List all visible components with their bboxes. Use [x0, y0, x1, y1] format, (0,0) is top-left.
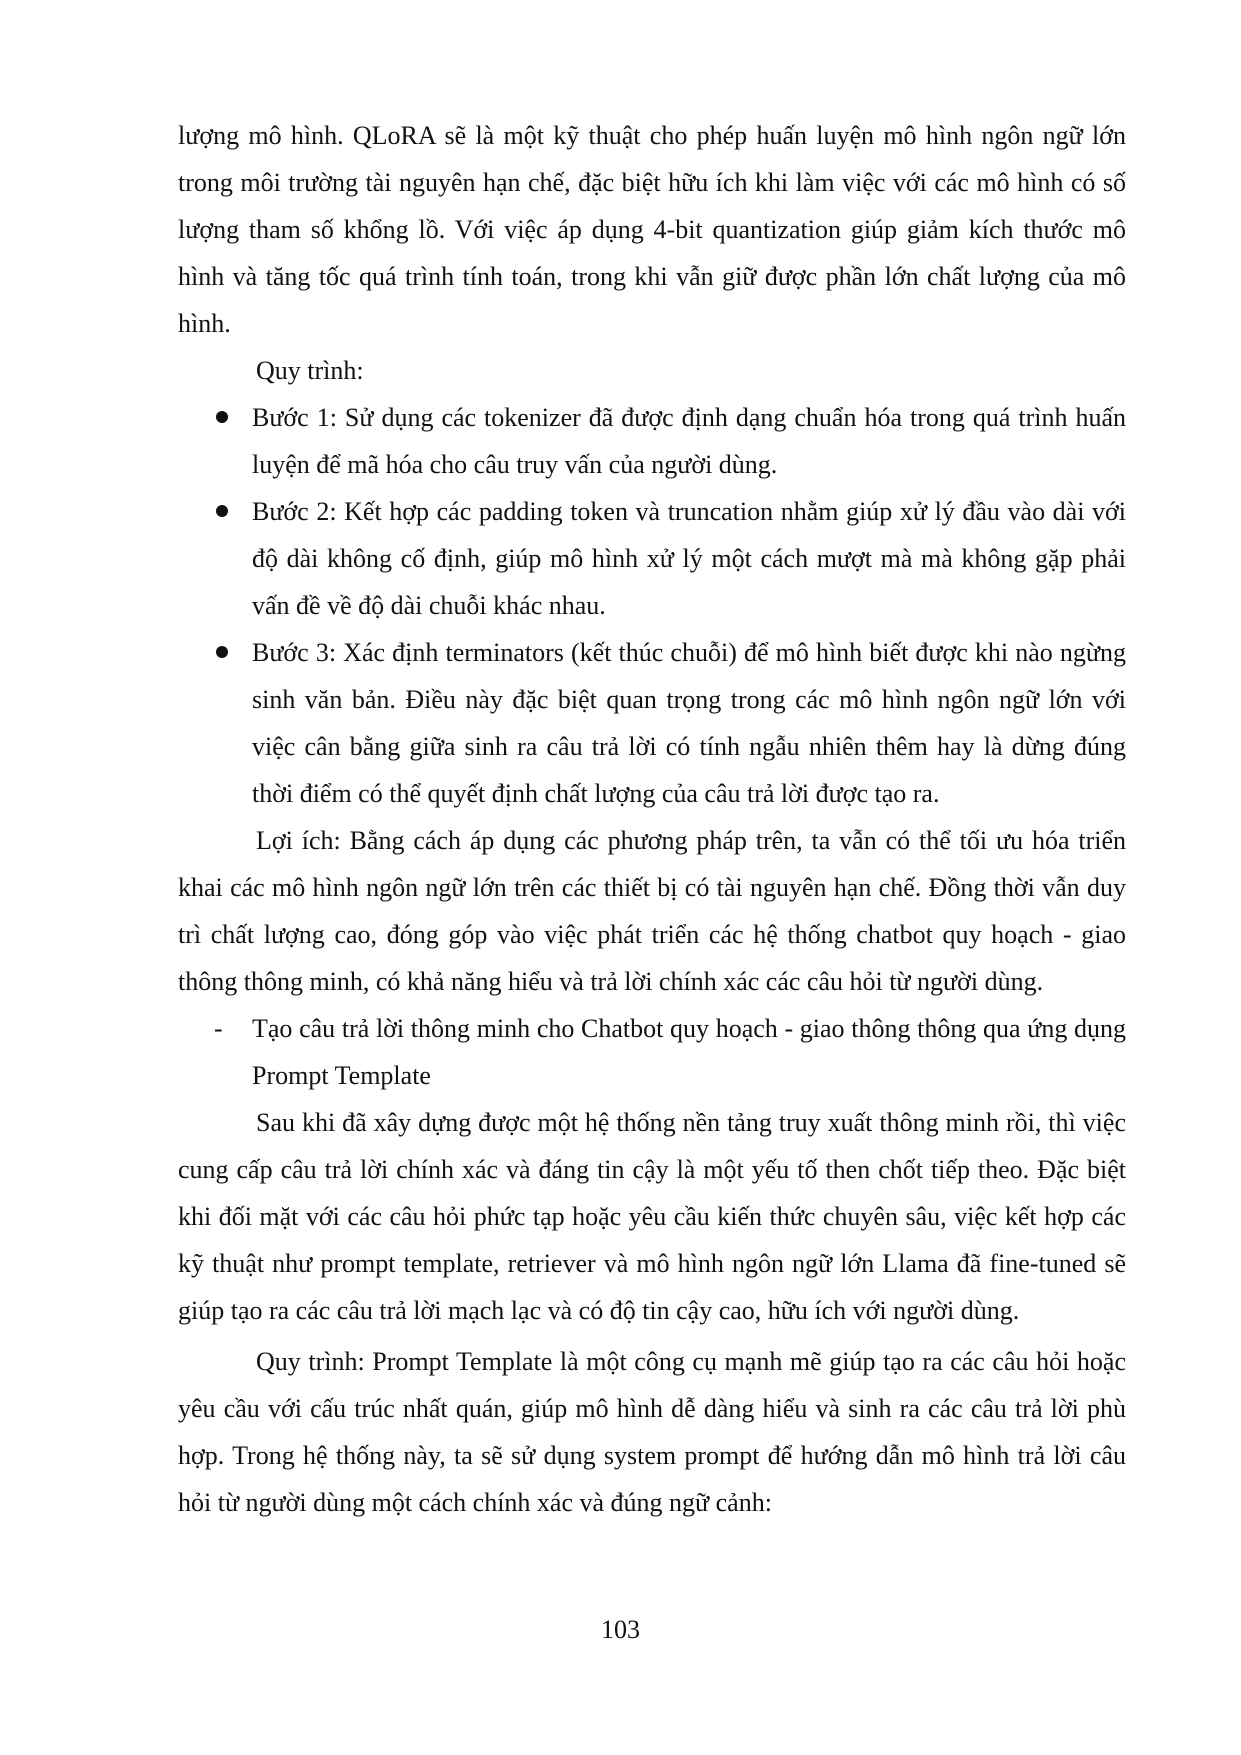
paragraph-quy-trinh-heading: Quy trình:	[256, 356, 364, 385]
paragraph-prompt-template-intro: Sau khi đã xây dựng được một hệ thống nền tảng truy xuất thông minh rồi, thì việc cung cấp câu trả lời chính xác và đáng tin cậy là một yếu tố then chốt tiếp theo. Đặc biệt khi đối mặt với các câu hỏi phức tạp hoặc yêu cầu kiến thức chuyên sâu, việc kết hợp các kỹ thuật như prompt template, retriever và mô hình ngôn ngữ lớn Llama đã fine-tuned sẽ giúp tạo ra các câu trả lời mạch lạc và có độ tin cậy cao, hữu ích với người dùng.	[178, 1108, 1126, 1325]
paragraph-loi-ich: Lợi ích: Bằng cách áp dụng các phương pháp trên, ta vẫn có thể tối ưu hóa triển khai các mô hình ngôn ngữ lớn trên các thiết bị có tài nguyên hạn chế. Đồng thời vẫn duy trì chất lượng cao, đóng góp vào việc phát triển các hệ thống chatbot quy hoạch - giao thông thông minh, có khả năng hiểu và trả lời chính xác các câu hỏi từ người dùng.	[178, 826, 1126, 996]
page-number: 103	[601, 1615, 640, 1644]
bullet-dot-icon	[216, 646, 228, 658]
dash-marker: -	[214, 1014, 223, 1043]
paragraph-qlora: lượng mô hình. QLoRA sẽ là một kỹ thuật cho phép huấn luyện mô hình ngôn ngữ lớn trong môi trường tài nguyên hạn chế, đặc biệt hữu ích khi làm việc với các mô hình có số lượng tham số khổng lồ. Với việc áp dụng 4-bit quantization giúp giảm kích thước mô hình và tăng tốc quá trình tính toán, trong khi vẫn giữ được phần lớn chất lượng của mô hình.	[178, 121, 1126, 338]
dash-item-text: Tạo câu trả lời thông minh cho Chatbot quy hoạch - giao thông thông qua ứng dụng Prompt Template	[252, 1014, 1126, 1090]
list-item-text: Bước 1: Sử dụng các tokenizer đã được định dạng chuẩn hóa trong quá trình huấn luyện để mã hóa cho câu truy vấn của người dùng.	[252, 403, 1126, 479]
list-item-text: Bước 3: Xác định terminators (kết thúc chuỗi) để mô hình biết được khi nào ngừng sinh văn bản. Điều này đặc biệt quan trọng trong các mô hình ngôn ngữ lớn với việc cân bằng giữa sinh ra câu trả lời có tính ngẫu nhiên thêm hay là dừng đúng thời điểm có thể quyết định chất lượng của câu trả lời được tạo ra.	[252, 638, 1126, 808]
page-content	[178, 112, 1126, 1526]
dash-list-item	[178, 1005, 1126, 1099]
process-steps-list	[178, 394, 1126, 817]
bullet-dot-icon	[216, 411, 228, 423]
bullet-dot-icon	[216, 505, 228, 517]
list-item-text: Bước 2: Kết hợp các padding token và truncation nhằm giúp xử lý đầu vào dài với độ dài không cố định, giúp mô hình xử lý một cách mượt mà mà không gặp phải vấn đề về độ dài chuỗi khác nhau.	[252, 497, 1126, 620]
list-item	[178, 394, 1126, 488]
list-item	[178, 629, 1126, 817]
list-item	[178, 488, 1126, 629]
paragraph-prompt-template-process: Quy trình: Prompt Template là một công cụ mạnh mẽ giúp tạo ra các câu hỏi hoặc yêu cầu với cấu trúc nhất quán, giúp mô hình dễ dàng hiểu và sinh ra các câu trả lời phù hợp. Trong hệ thống này, ta sẽ sử dụng system prompt để hướng dẫn mô hình trả lời câu hỏi từ người dùng một cách chính xác và đúng ngữ cảnh:	[178, 1347, 1126, 1517]
